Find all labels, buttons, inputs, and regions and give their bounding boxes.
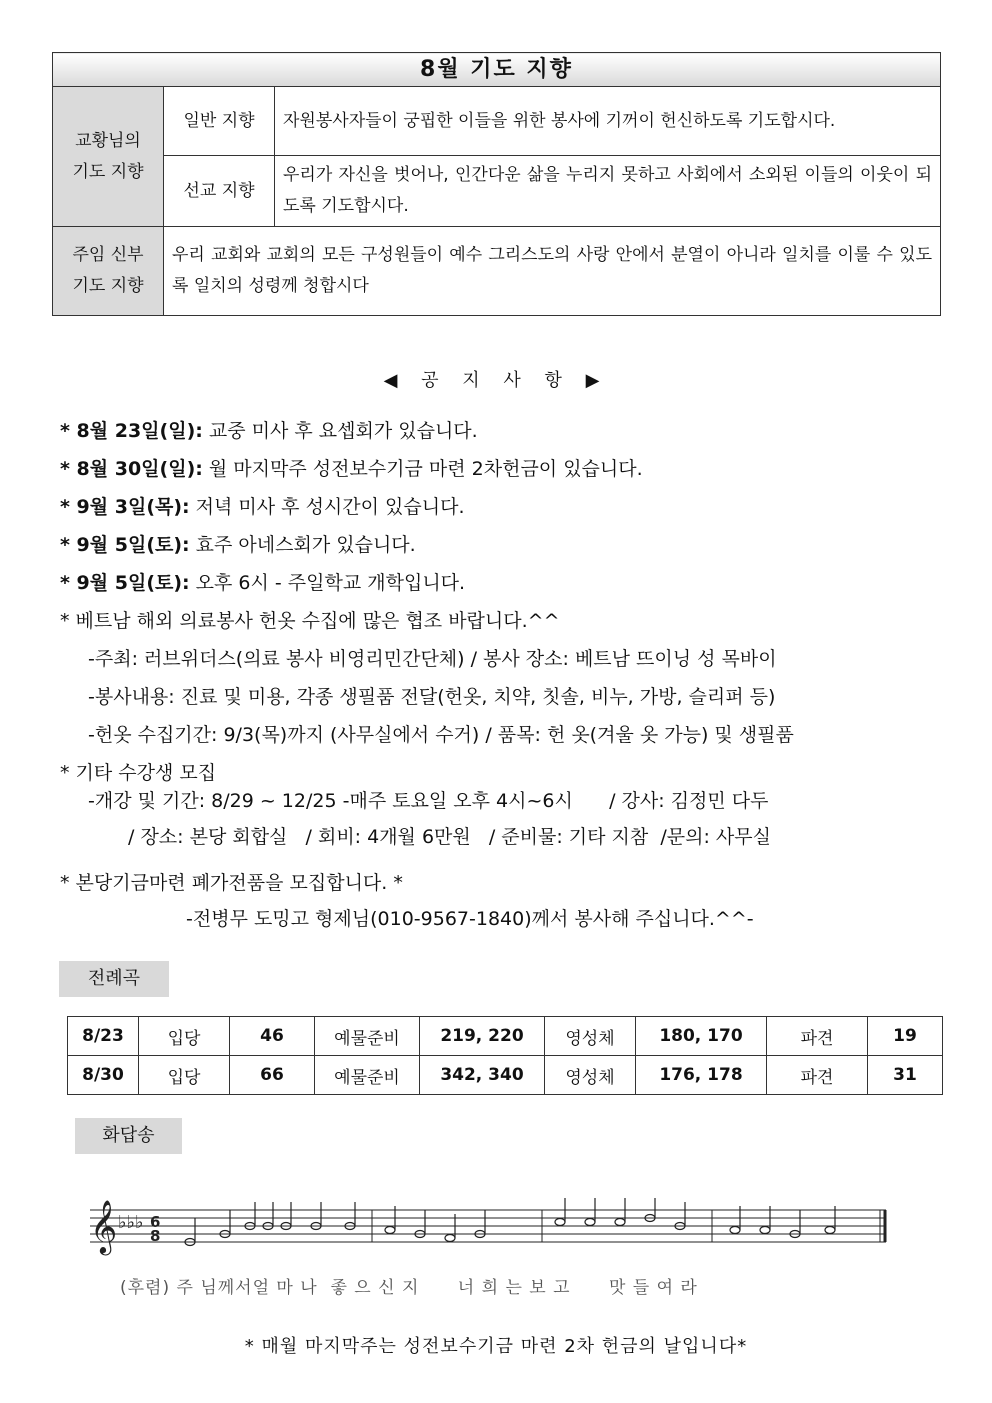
vietnam-collection: -헌옷 수집기간: 9/3(목)까지 (사무실에서 수거) / 품목: 헌 옷(겨울 옷 가능) 및 생필품 — [88, 724, 794, 746]
notice-item: * 9월 5일(토): 효주 아네스회가 있습니다. — [60, 534, 416, 556]
appliance-notice: * 본당기금마련 폐가전품을 모집합니다. * — [60, 872, 403, 894]
pope-intention-label: 교황님의 기도 지향 — [53, 87, 164, 227]
prayer-title: 8월 기도 지향 — [53, 53, 941, 87]
vietnam-host: -주최: 러브위더스(의료 봉사 비영리민간단체) / 봉사 장소: 베트남 뜨이닝 성 목바이 — [88, 648, 777, 670]
footer-note: * 매월 마지막주는 성전보수기금 마련 2차 헌금의 날입니다* — [244, 1336, 748, 1357]
vietnam-notice: * 베트남 해외 의료봉사 헌옷 수집에 많은 협조 바랍니다.^^ — [60, 610, 560, 632]
treble-clef-icon: 𝄞 — [90, 1199, 118, 1253]
appliance-contact: -전병무 도밍고 형제님(010-9567-1840)께서 봉사해 주십니다.^^- — [186, 908, 754, 930]
table-row: 8/30 입당 66 예물준비 342, 340 영성체 176, 178 파견 31 — [68, 1056, 943, 1095]
general-intention-label: 일반 지향 — [164, 87, 275, 156]
psalm-lyrics: (후렴) 주 님께서얼 마 나 좋 으 신 지 너 희 는 보 고 맛 들 여 라 — [120, 1278, 698, 1298]
notice-item: * 9월 3일(목): 저녁 미사 후 성시간이 있습니다. — [60, 496, 465, 518]
general-intention-text: 자원봉사자들이 궁핍한 이들을 위한 봉사에 기꺼이 헌신하도록 기도합시다. — [275, 87, 941, 156]
flat-icon: ♭♭♭ — [118, 1212, 144, 1233]
time-signature: 6 — [150, 1213, 161, 1231]
notice-title: ◀ 공 지 사 항 ▶ — [383, 370, 609, 391]
psalm-tag: 화답송 — [75, 1118, 182, 1154]
pastor-intention-text: 우리 교회와 교회의 모든 구성원들이 예수 그리스도의 사랑 안에서 분열이 아니라 일치를 이룰 수 있도록 일치의 성령께 청합시다 — [164, 227, 941, 316]
hymns-tag: 전례곡 — [59, 961, 169, 997]
vietnam-content: -봉사내용: 진료 및 미용, 각종 생필품 전달(헌옷, 치약, 칫솔, 비누, 가방, 슬리퍼 등) — [88, 686, 776, 708]
prayer-intentions-table — [52, 52, 941, 316]
table-row: 8/23 입당 46 예물준비 219, 220 영성체 180, 170 파견 19 — [68, 1017, 943, 1056]
notes — [185, 1198, 835, 1246]
hymns-table — [67, 1016, 943, 1095]
notice-item: * 8월 23일(일): 교중 미사 후 요셉회가 있습니다. — [60, 420, 478, 442]
notice-item: * 9월 5일(토): 오후 6시 - 주일학교 개학입니다. — [60, 572, 466, 594]
mission-intention-label: 선교 지향 — [164, 156, 275, 227]
time-signature: 8 — [150, 1227, 161, 1245]
notice-item: * 8월 30일(일): 월 마지막주 성전보수기금 마련 2차헌금이 있습니다. — [60, 458, 643, 480]
pastor-intention-label: 주임 신부 기도 지향 — [53, 227, 164, 316]
guitar-notice: * 기타 수강생 모집 — [60, 762, 217, 784]
guitar-details: / 장소: 본당 회합실 / 회비: 4개월 6만원 / 준비물: 기타 지참 /문의: 사무실 — [128, 826, 771, 848]
guitar-schedule: -개강 및 기간: 8/29 ~ 12/25 -매주 토요일 오후 4시~6시 / 강사: 김정민 다두 — [88, 790, 769, 812]
psalm-score — [90, 1198, 890, 1268]
mission-intention-text: 우리가 자신을 벗어나, 인간다운 삶을 누리지 못하고 사회에서 소외된 이들의 이웃이 되도록 기도합시다. — [275, 156, 941, 227]
